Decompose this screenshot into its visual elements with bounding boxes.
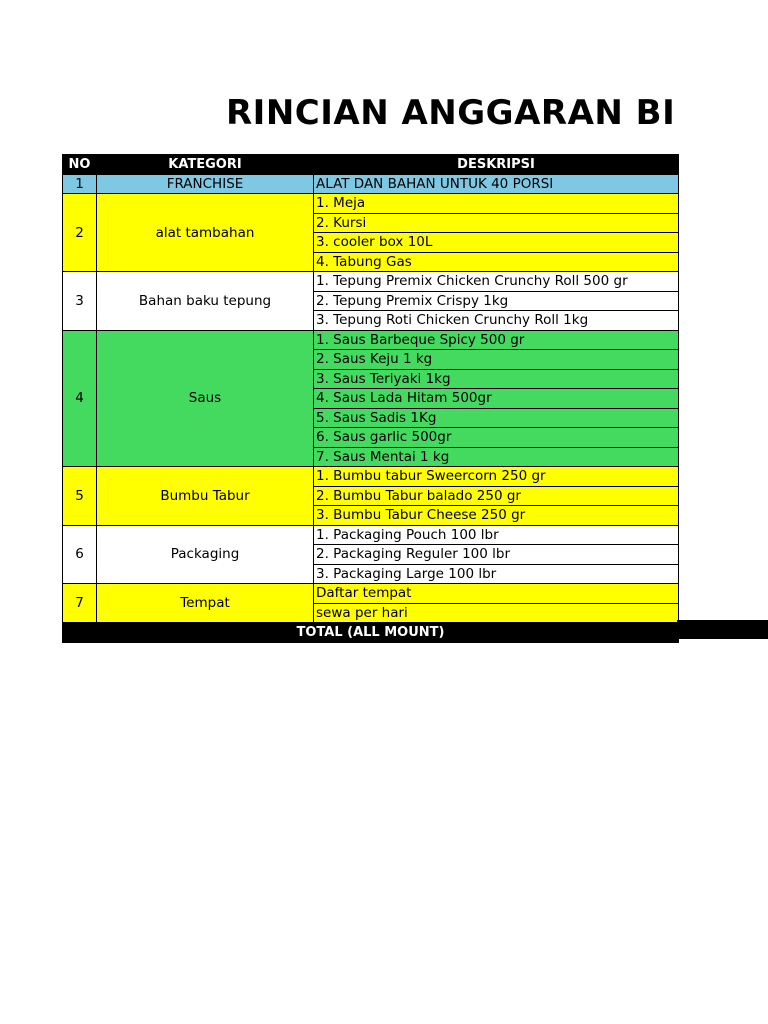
table-row: [63, 584, 679, 604]
table-row: [63, 272, 679, 292]
table-row: [63, 467, 679, 487]
deskripsi-cell: 4. Saus Lada Hitam 500gr: [314, 389, 679, 409]
deskripsi-cell: Daftar tempat: [314, 584, 679, 604]
header-kategori: KATEGORI: [97, 155, 314, 175]
total-label: TOTAL (ALL MOUNT): [63, 623, 679, 643]
deskripsi-cell: 1. Packaging Pouch 100 lbr: [314, 525, 679, 545]
deskripsi-cell: 1. Saus Barbeque Spicy 500 gr: [314, 330, 679, 350]
deskripsi-cell: 2. Kursi: [314, 213, 679, 233]
deskripsi-cell: 3. Bumbu Tabur Cheese 250 gr: [314, 506, 679, 526]
kategori-cell: Packaging: [97, 525, 314, 584]
table-row: [63, 174, 679, 194]
row-number: 2: [63, 194, 97, 272]
deskripsi-cell: ALAT DAN BAHAN UNTUK 40 PORSI: [314, 174, 679, 194]
table-row: [63, 330, 679, 350]
deskripsi-cell: sewa per hari: [314, 603, 679, 623]
deskripsi-cell: 5. Saus Sadis 1Kg: [314, 408, 679, 428]
header-row: [63, 155, 679, 175]
row-number: 5: [63, 467, 97, 526]
kategori-cell: FRANCHISE: [97, 174, 314, 194]
row-number: 6: [63, 525, 97, 584]
total-row-extension: [677, 620, 768, 639]
table-row: [63, 194, 679, 214]
kategori-cell: Bahan baku tepung: [97, 272, 314, 331]
deskripsi-cell: 2. Bumbu Tabur balado 250 gr: [314, 486, 679, 506]
kategori-cell: Tempat: [97, 584, 314, 623]
deskripsi-cell: 7. Saus Mentai 1 kg: [314, 447, 679, 467]
budget-table: [62, 154, 679, 643]
total-row: [63, 623, 679, 643]
row-number: 3: [63, 272, 97, 331]
kategori-cell: Bumbu Tabur: [97, 467, 314, 526]
deskripsi-cell: 3. Tepung Roti Chicken Crunchy Roll 1kg: [314, 311, 679, 331]
header-deskripsi: DESKRIPSI: [314, 155, 679, 175]
kategori-cell: Saus: [97, 330, 314, 467]
table-body: [63, 174, 679, 623]
deskripsi-cell: 4. Tabung Gas: [314, 252, 679, 272]
document-title: RINCIAN ANGGARAN BI: [226, 93, 676, 133]
deskripsi-cell: 3. Packaging Large 100 lbr: [314, 564, 679, 584]
table-row: [63, 525, 679, 545]
row-number: 1: [63, 174, 97, 194]
header-no: NO: [63, 155, 97, 175]
deskripsi-cell: 2. Tepung Premix Crispy 1kg: [314, 291, 679, 311]
deskripsi-cell: 3. Saus Teriyaki 1kg: [314, 369, 679, 389]
row-number: 7: [63, 584, 97, 623]
deskripsi-cell: 2. Packaging Reguler 100 lbr: [314, 545, 679, 565]
document-title-area: [0, 91, 768, 135]
deskripsi-cell: 1. Tepung Premix Chicken Crunchy Roll 500 gr: [314, 272, 679, 292]
deskripsi-cell: 1. Meja: [314, 194, 679, 214]
row-number: 4: [63, 330, 97, 467]
kategori-cell: alat tambahan: [97, 194, 314, 272]
deskripsi-cell: 1. Bumbu tabur Sweercorn 250 gr: [314, 467, 679, 487]
deskripsi-cell: 6. Saus garlic 500gr: [314, 428, 679, 448]
deskripsi-cell: 2. Saus Keju 1 kg: [314, 350, 679, 370]
deskripsi-cell: 3. cooler box 10L: [314, 233, 679, 253]
